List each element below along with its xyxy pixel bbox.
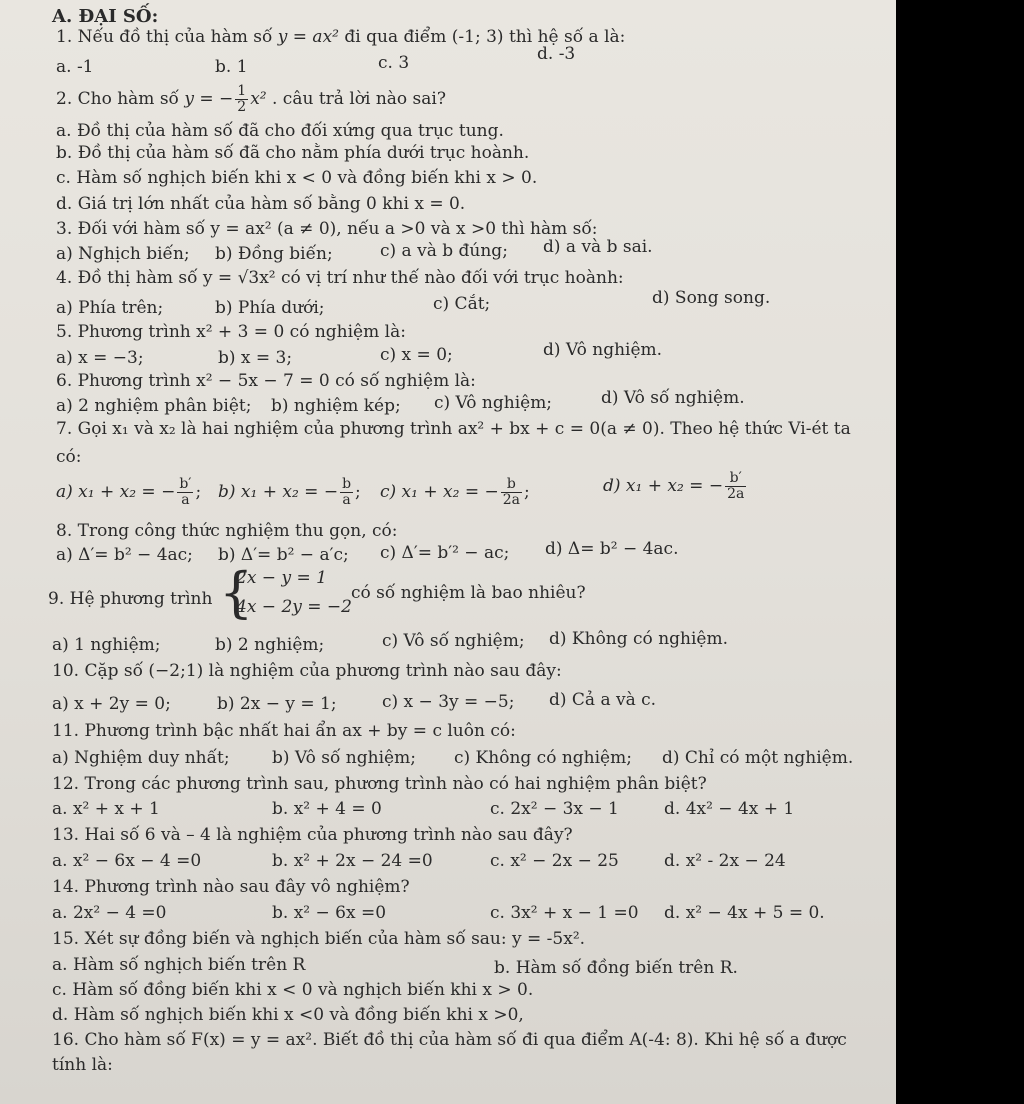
q16-stem: 16. Cho hàm số F(x) = y = ax². Biết đồ thị của hàm số đi qua điểm A(-4: 8). Khi hệ số a được <box>52 1030 847 1050</box>
system-brace: { <box>219 561 254 624</box>
q13-option-a: a. x² − 6x − 4 =0 <box>52 851 202 871</box>
q7-option-b: b) x₁ + x₂ = − $\frac{b}{a}$ ; <box>218 476 361 508</box>
q1-option-a: a. -1 <box>56 57 94 77</box>
q4-option-c: c) Cắt; <box>433 294 491 314</box>
q7-option-a: a) x₁ + x₂ = − $\frac{b'}{a}$ ; <box>56 476 202 508</box>
q14-option-a: a. 2x² − 4 =0 <box>52 903 167 923</box>
q1-option-b: b. 1 <box>215 57 248 77</box>
q3-stem: 3. Đối với hàm số y = ax² (a ≠ 0), nếu a >0 và x >0 thì hàm số: <box>56 219 598 239</box>
q10-option-b: b) 2x − y = 1; <box>217 694 337 714</box>
q9-option-d: d) Không có nghiệm. <box>549 629 728 649</box>
q9-equation-2: 4x − 2y = −2 <box>236 597 352 617</box>
q11-stem: 11. Phương trình bậc nhất hai ẩn ax + by = c luôn có: <box>52 721 516 741</box>
q14-option-d: d. x² − 4x + 5 = 0. <box>664 903 825 923</box>
q6-option-a: a) 2 nghiệm phân biệt; <box>56 396 252 416</box>
q9-equation-1: 2x − y = 1 <box>236 568 327 588</box>
q2-option-b: b. Đồ thị của hàm số đã cho nằm phía dưới trục hoành. <box>56 143 530 163</box>
q3-option-d: d) a và b sai. <box>543 237 653 257</box>
q13-option-b: b. x² + 2x − 24 =0 <box>272 851 433 871</box>
q10-option-c: c) x − 3y = −5; <box>382 692 515 712</box>
q9-option-a: a) 1 nghiệm; <box>52 635 161 655</box>
q13-stem: 13. Hai số 6 và – 4 là nghiệm của phương trình nào sau đây? <box>52 825 573 845</box>
q6-stem: 6. Phương trình x² − 5x − 7 = 0 có số nghiệm là: <box>56 371 476 391</box>
q12-stem: 12. Trong các phương trình sau, phương trình nào có hai nghiệm phân biệt? <box>52 774 707 794</box>
q11-option-a: a) Nghiệm duy nhất; <box>52 748 230 768</box>
q9-option-c: c) Vô số nghiệm; <box>382 631 525 651</box>
q15-option-d: d. Hàm số nghịch biến khi x <0 và đồng biến khi x >0, <box>52 1005 524 1025</box>
q13-option-d: d. x² - 2x − 24 <box>664 851 786 871</box>
q6-option-b: b) nghiệm kép; <box>271 396 401 416</box>
q2-option-a: a. Đồ thị của hàm số đã cho đối xứng qua trục tung. <box>56 121 504 141</box>
q1-stem: 1. Nếu đồ thị của hàm số y = ax² đi qua điểm (-1; 3) thì hệ số a là: <box>56 27 626 47</box>
q4-option-d: d) Song song. <box>652 288 771 308</box>
q14-option-b: b. x² − 6x =0 <box>272 903 387 923</box>
q16-stem-cont: tính là: <box>52 1055 113 1075</box>
q3-option-a: a) Nghịch biến; <box>56 244 190 264</box>
q2-option-c: c. Hàm số nghịch biến khi x < 0 và đồng biến khi x > 0. <box>56 168 538 188</box>
q14-stem: 14. Phương trình nào sau đây vô nghiệm? <box>52 877 410 897</box>
q8-option-b: b) Δ′= b² − a′c; <box>218 545 349 565</box>
q12-option-a: a. x² + x + 1 <box>52 799 160 819</box>
q7-option-c: c) x₁ + x₂ = − $\frac{b}{2a}$ ; <box>380 476 530 508</box>
q5-option-b: b) x = 3; <box>218 348 293 368</box>
q9-option-b: b) 2 nghiệm; <box>215 635 325 655</box>
q5-stem: 5. Phương trình x² + 3 = 0 có nghiệm là: <box>56 322 406 342</box>
q13-option-c: c. x² − 2x − 25 <box>490 851 619 871</box>
q11-option-b: b) Vô số nghiệm; <box>272 748 416 768</box>
q5-option-c: c) x = 0; <box>380 345 453 365</box>
q12-option-b: b. x² + 4 = 0 <box>272 799 382 819</box>
q3-option-b: b) Đồng biến; <box>215 244 333 264</box>
q5-option-a: a) x = −3; <box>56 348 144 368</box>
q15-option-b: b. Hàm số đồng biến trên R. <box>494 958 738 978</box>
q15-stem: 15. Xét sự đồng biến và nghịch biến của hàm số sau: y = -5x². <box>52 929 586 949</box>
q12-option-d: d. 4x² − 4x + 1 <box>664 799 795 819</box>
q15-option-a: a. Hàm số nghịch biến trên R <box>52 955 306 975</box>
q6-option-c: c) Vô nghiệm; <box>434 393 553 413</box>
q1-option-c: c. 3 <box>378 53 410 73</box>
q8-option-a: a) Δ′= b² − 4ac; <box>56 545 193 565</box>
photo-background-edge <box>896 0 1024 1104</box>
q10-stem: 10. Cặp số (−2;1) là nghiệm của phương trình nào sau đây: <box>52 661 562 681</box>
q10-option-d: d) Cả a và c. <box>549 690 657 710</box>
q11-option-c: c) Không có nghiệm; <box>454 748 632 768</box>
q5-option-d: d) Vô nghiệm. <box>543 340 663 360</box>
q3-option-c: c) a và b đúng; <box>380 241 508 261</box>
q12-option-c: c. 2x² − 3x − 1 <box>490 799 619 819</box>
q2-option-d: d. Giá trị lớn nhất của hàm số bằng 0 khi x = 0. <box>56 194 466 214</box>
q8-option-d: d) Δ= b² − 4ac. <box>545 539 679 559</box>
q7-option-d: d) x₁ + x₂ = − $\frac{b'}{2a}$ <box>603 470 745 502</box>
q7-stem-cont: có: <box>56 447 82 467</box>
q9-stem-question: có số nghiệm là bao nhiêu? <box>351 583 586 603</box>
q1-option-d: d. -3 <box>537 44 576 64</box>
q10-option-a: a) x + 2y = 0; <box>52 694 171 714</box>
q7-stem: 7. Gọi x₁ và x₂ là hai nghiệm của phương trình ax² + bx + c = 0(a ≠ 0). Theo hệ thức Vi-ét ta <box>56 419 851 439</box>
q4-option-a: a) Phía trên; <box>56 298 164 318</box>
q11-option-d: d) Chỉ có một nghiệm. <box>662 748 854 768</box>
q9-stem-label: 9. Hệ phương trình <box>48 589 213 609</box>
q14-option-c: c. 3x² + x − 1 =0 <box>490 903 639 923</box>
q4-stem: 4. Đồ thị hàm số y = √3x² có vị trí như thế nào đối với trục hoành: <box>56 268 624 288</box>
q8-option-c: c) Δ′= b′² − ac; <box>380 543 510 563</box>
q6-option-d: d) Vô số nghiệm. <box>601 388 745 408</box>
q15-option-c: c. Hàm số đồng biến khi x < 0 và nghịch biến khi x > 0. <box>52 980 534 1000</box>
q2-stem: 2. Cho hàm số y = − $\frac{1}{2}$ x² . câu trả lời nào sai? <box>56 83 446 115</box>
section-title: A. ĐẠI SỐ: <box>52 6 159 27</box>
q4-option-b: b) Phía dưới; <box>215 298 325 318</box>
q8-stem: 8. Trong công thức nghiệm thu gọn, có: <box>56 521 398 541</box>
